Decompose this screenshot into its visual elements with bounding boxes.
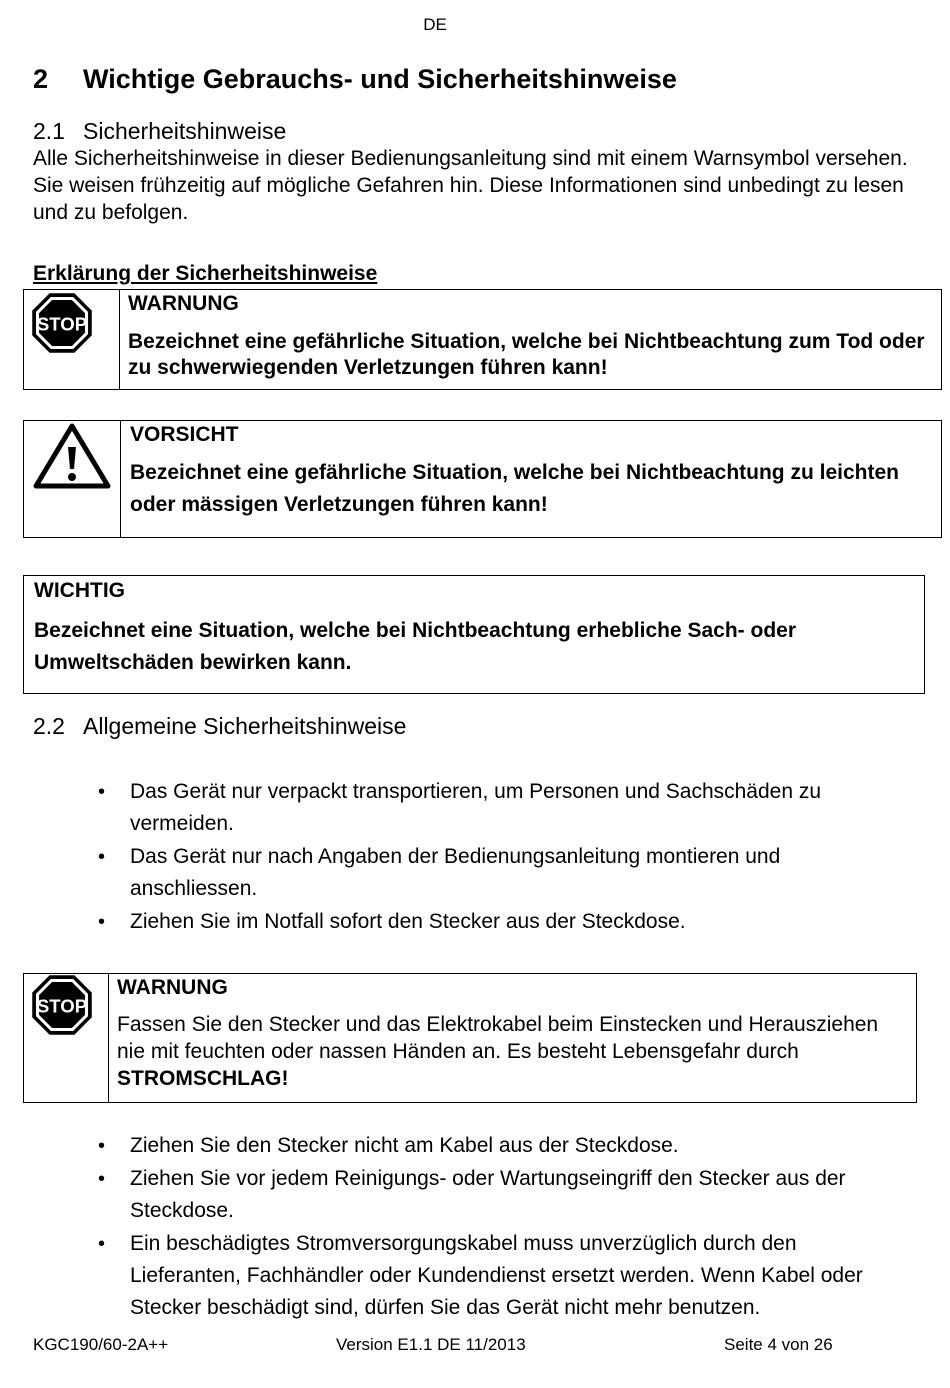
icon-cell (24, 290, 120, 389)
list-item: • Ein beschädigtes Stromversorgungskabel muss unverzüglich durch den Lieferanten, Fachhändler oder Kundendienst ersetzt werden. Wenn Kabel oder Stecker beschädigt sind, dürfen Sie das Gerät nicht mehr benutzen. (0, 1228, 910, 1324)
caution-box (23, 420, 942, 538)
warning-text (117, 1011, 910, 1092)
warning-triangle-icon (33, 423, 111, 489)
section-title: Wichtige Gebrauchs- und Sicherheitshinweise (83, 64, 677, 94)
important-content (34, 578, 918, 679)
warning-content (117, 975, 910, 1092)
intro-paragraph: Alle Sicherheitshinweise in dieser Bedienungsanleitung sind mit einem Warnsymbol versehen. Sie weisen frühzeitig auf mögliche Gefahren hin. Diese Informationen sind unbedingt zu lesen und zu befolgen. (33, 147, 908, 224)
list-item: • Ziehen Sie im Notfall sofort den Stecker aus der Steckdose. (0, 906, 910, 938)
list-item: • Ziehen Sie den Stecker nicht am Kabel aus der Steckdose. (0, 1130, 910, 1162)
stop-sign-text: STOP (36, 995, 88, 1017)
warning-content (128, 291, 935, 381)
warning-box (23, 289, 942, 390)
important-box (23, 575, 925, 694)
explanation-subheading: Erklärung der Sicherheitshinweise (33, 262, 378, 285)
warning-text-normal: Fassen Sie den Stecker und das Elektrokabel beim Einstecken und Herausziehen nie mit feuchten oder nassen Händen an. Es besteht Lebensgefahr durch (117, 1013, 879, 1063)
section-heading-2-1 (33, 118, 286, 145)
language-label: DE (423, 15, 447, 34)
important-title: WICHTIG (34, 579, 125, 602)
section-number: 2.1 (33, 118, 65, 144)
warning-text: Bezeichnet eine gefährliche Situation, welche bei Nichtbeachtung zum Tod oder zu schwerwiegenden Verletzungen führen kann! (128, 330, 925, 379)
footer-page-number: Seite 4 von 26 (724, 1335, 833, 1354)
stop-sign-icon (31, 974, 93, 1036)
caution-text: Bezeichnet eine gefährliche Situation, welche bei Nichtbeachtung zu leichten oder mässigen Verletzungen führen kann! (130, 461, 899, 516)
warning-box-electric (23, 973, 917, 1103)
stop-sign-text: STOP (36, 313, 88, 335)
list-item: • Das Gerät nur verpackt transportieren, um Personen und Sachschäden zu vermeiden. (0, 776, 910, 840)
list-item: • Ziehen Sie vor jedem Reinigungs- oder Wartungseingriff den Stecker aus der Steckdose. (0, 1163, 910, 1227)
section-number: 2.2 (33, 713, 65, 739)
caution-content (130, 422, 935, 521)
warning-title: WARNUNG (128, 292, 239, 315)
bullet-list-a (0, 776, 910, 939)
stop-sign-icon (31, 292, 93, 354)
section-heading-2 (33, 64, 677, 95)
warning-title: WARNUNG (117, 976, 228, 999)
caution-title: VORSICHT (130, 423, 239, 446)
important-text: Bezeichnet eine Situation, welche bei Nichtbeachtung erhebliche Sach- oder Umweltschäden bewirken kann. (34, 619, 796, 674)
footer-version: Version E1.1 DE 11/2013 (336, 1335, 526, 1354)
section-title: Sicherheitshinweise (83, 118, 287, 144)
section-title: Allgemeine Sicherheitshinweise (83, 713, 407, 739)
icon-cell (24, 974, 109, 1102)
footer-model: KGC190/60-2A++ (33, 1335, 169, 1354)
section-number: 2 (33, 64, 49, 94)
list-item: • Das Gerät nur nach Angaben der Bedienungsanleitung montieren und anschliessen. (0, 841, 910, 905)
icon-cell (24, 421, 121, 537)
section-heading-2-2 (33, 713, 406, 740)
bullet-list-b (0, 1130, 910, 1325)
warning-text-bold: STROMSCHLAG! (117, 1067, 289, 1090)
